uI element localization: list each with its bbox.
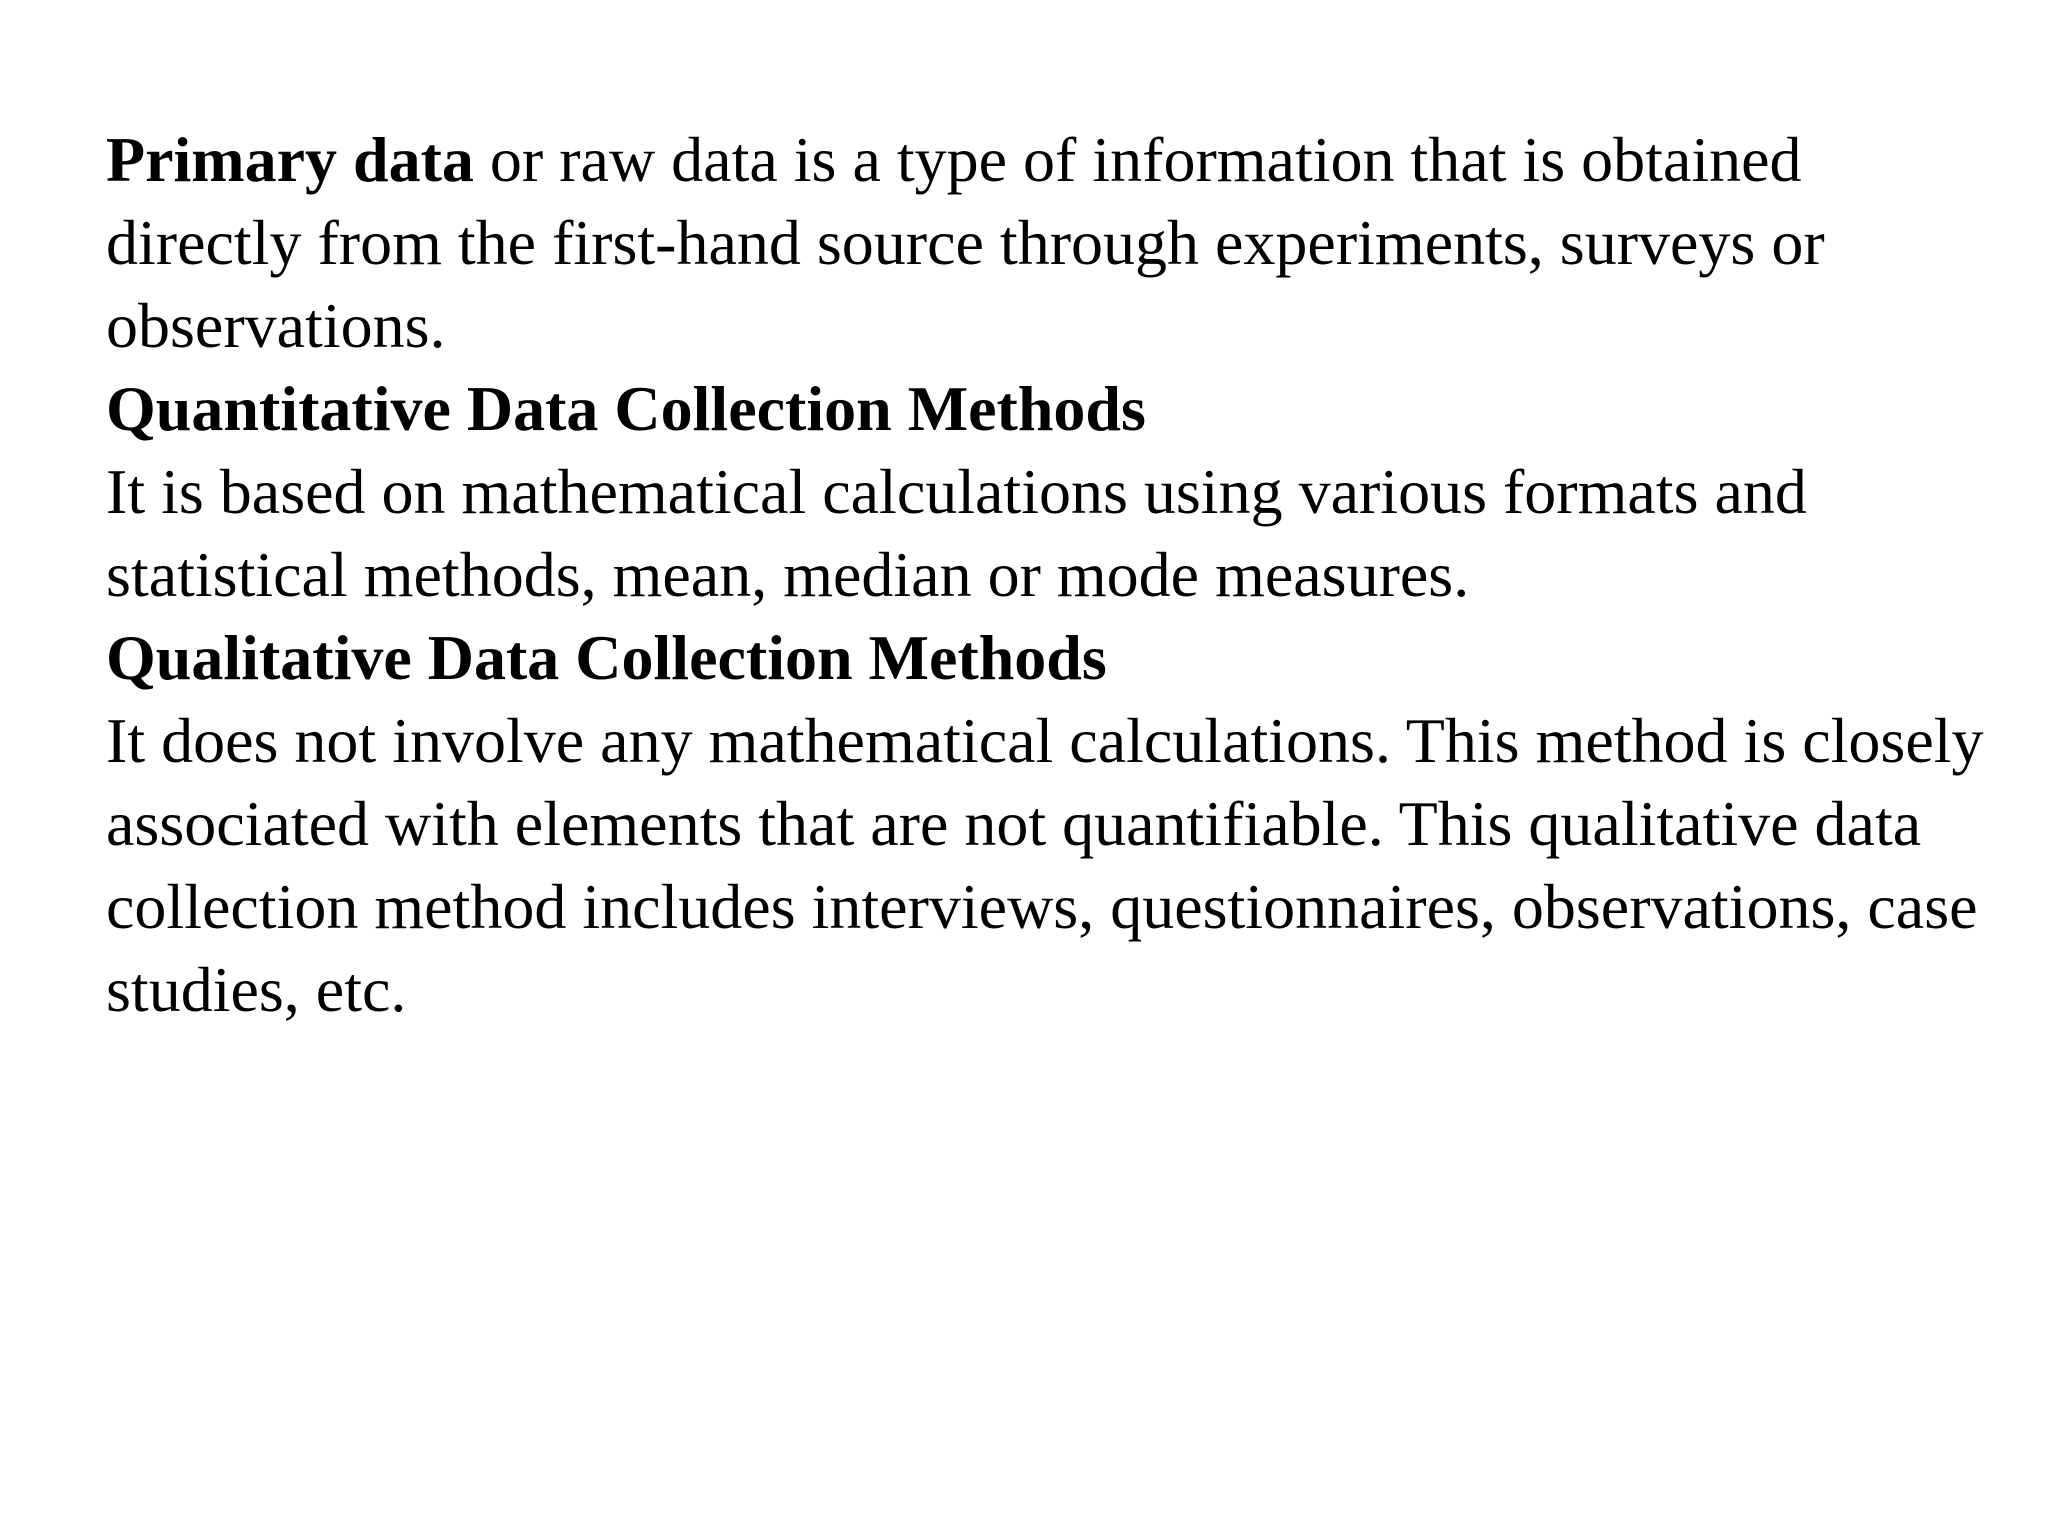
primary-data-term: Primary data (106, 124, 474, 195)
primary-data-paragraph (106, 118, 2006, 367)
qualitative-paragraph: It does not involve any mathematical calculations. This method is closely associated with elements that are not quantifiable. This qualitative data collection method includes interviews, questionnaires, observations, case studies, etc. (106, 705, 1984, 1025)
quantitative-heading: Quantitative Data Collection Methods (106, 373, 1146, 444)
qualitative-heading: Qualitative Data Collection Methods (106, 622, 1107, 693)
quantitative-paragraph: It is based on mathematical calculations using various formats and statistical methods, mean, median or mode measures. (106, 456, 1807, 610)
slide-content (106, 118, 2006, 1031)
primary-data-definition: or raw data is a type of information that is obtained directly from the first-hand source through experiments, surveys or observations. (106, 124, 1825, 361)
